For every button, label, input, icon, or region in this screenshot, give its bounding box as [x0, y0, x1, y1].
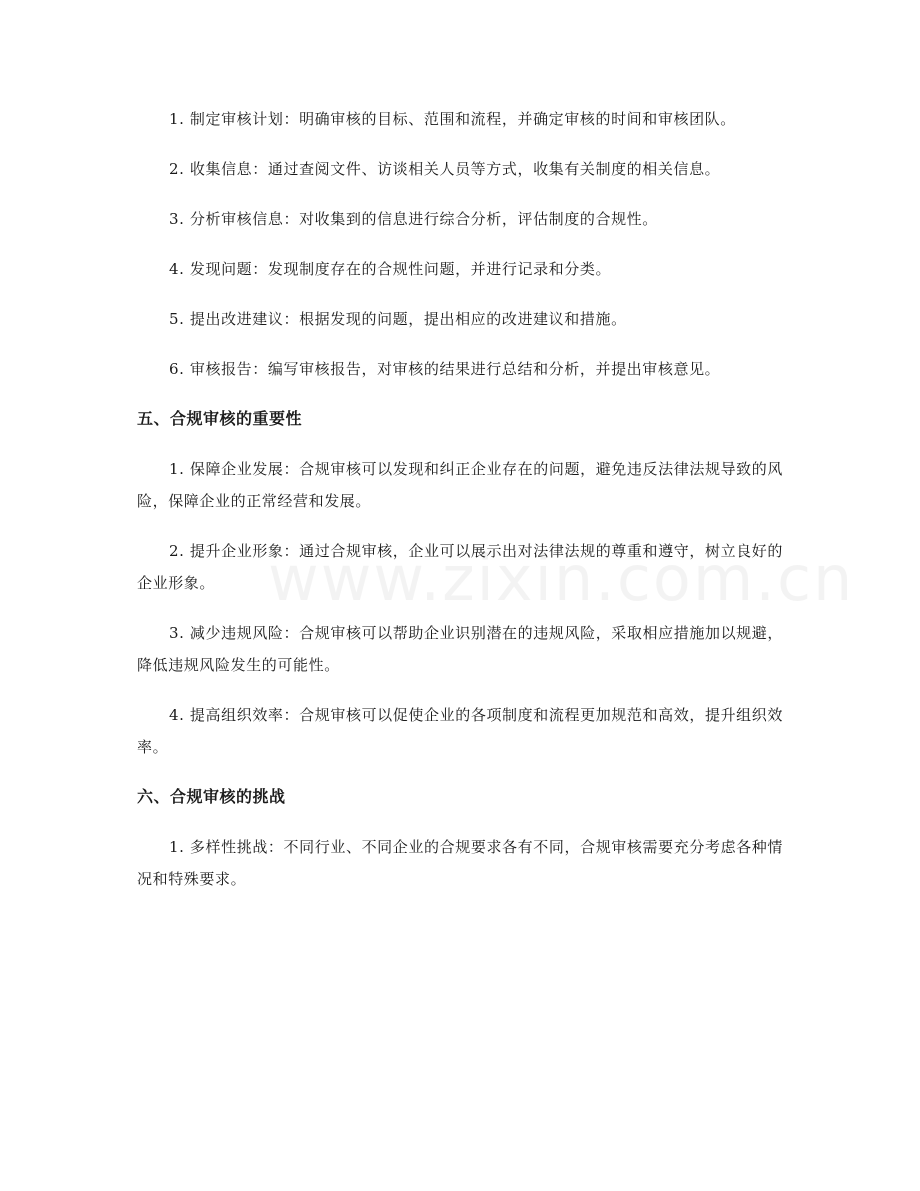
list-item: 1. 制定审核计划：明确审核的目标、范围和流程，并确定审核的时间和审核团队。: [169, 110, 736, 128]
list-item: 2. 收集信息：通过查阅文件、访谈相关人员等方式，收集有关制度的相关信息。: [169, 160, 721, 178]
list-item: 1. 保障企业发展：合规审核可以发现和纠正企业存在的问题，避免违反法律法规导致的风险，保障企业的正常经营和发展。: [137, 460, 783, 510]
list-item: 6. 审核报告：编写审核报告，对审核的结果进行总结和分析，并提出审核意见。: [169, 360, 721, 378]
list-item: 1. 多样性挑战：不同行业、不同企业的合规要求各有不同，合规审核需要充分考虑各种情况和特殊要求。: [137, 838, 783, 888]
document-body: [137, 103, 783, 913]
section-heading: 六、合规审核的挑战: [137, 787, 286, 806]
list-item: 2. 提升企业形象：通过合规审核，企业可以展示出对法律法规的尊重和遵守，树立良好的企业形象。: [137, 542, 783, 592]
list-item: 3. 分析审核信息：对收集到的信息进行综合分析，评估制度的合规性。: [169, 210, 658, 228]
list-item: 3. 减少违规风险：合规审核可以帮助企业识别潜在的违规风险，采取相应措施加以规避，降低违规风险发生的可能性。: [137, 624, 783, 674]
list-item: 4. 提高组织效率：合规审核可以促使企业的各项制度和流程更加规范和高效，提升组织效率。: [137, 706, 783, 756]
list-item: 4. 发现问题：发现制度存在的合规性问题，并进行记录和分类。: [169, 260, 612, 278]
list-item: 5. 提出改进建议：根据发现的问题，提出相应的改进建议和措施。: [169, 310, 627, 328]
section-heading: 五、合规审核的重要性: [137, 409, 303, 428]
